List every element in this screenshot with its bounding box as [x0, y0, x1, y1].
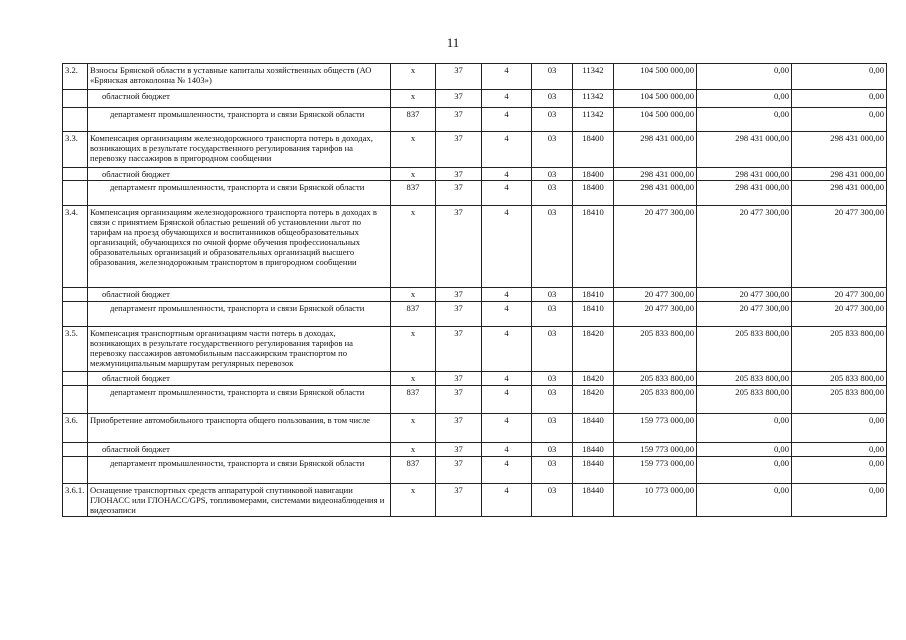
row-number-cell: [63, 168, 88, 181]
row-number-cell: [63, 302, 88, 327]
row-number-cell: 3.2.: [63, 64, 88, 90]
section-code-cell: 03: [532, 206, 573, 288]
amount-year2-cell: 0,00: [697, 90, 792, 108]
program-code-cell: 37: [436, 327, 482, 372]
amount-year2-cell: 298 431 000,00: [697, 181, 792, 206]
admin-code-cell: x: [391, 484, 436, 517]
amount-year3-cell: 298 431 000,00: [792, 181, 887, 206]
description-cell: областной бюджет: [88, 443, 391, 457]
admin-code-cell: x: [391, 327, 436, 372]
amount-year3-cell: 205 833 800,00: [792, 327, 887, 372]
table-row: [63, 132, 887, 168]
amount-year2-cell: 205 833 800,00: [697, 327, 792, 372]
admin-code-cell: x: [391, 90, 436, 108]
row-number-cell: 3.6.: [63, 414, 88, 443]
table-row: [63, 90, 887, 108]
amount-year3-cell: 20 477 300,00: [792, 302, 887, 327]
amount-year2-cell: 20 477 300,00: [697, 302, 792, 327]
description-cell: департамент промышленности, транспорта и связи Брянской области: [88, 108, 391, 132]
amount-year1-cell: 20 477 300,00: [614, 206, 697, 288]
direction-code-cell: 11342: [573, 64, 614, 90]
row-number-cell: [63, 108, 88, 132]
subprogram-code-cell: 4: [482, 181, 532, 206]
admin-code-cell: x: [391, 132, 436, 168]
row-number-cell: 3.4.: [63, 206, 88, 288]
program-code-cell: 37: [436, 302, 482, 327]
amount-year3-cell: 205 833 800,00: [792, 372, 887, 386]
amount-year2-cell: 0,00: [697, 457, 792, 484]
admin-code-cell: x: [391, 288, 436, 302]
admin-code-cell: x: [391, 168, 436, 181]
amount-year1-cell: 298 431 000,00: [614, 132, 697, 168]
section-code-cell: 03: [532, 484, 573, 517]
description-cell: департамент промышленности, транспорта и связи Брянской области: [88, 181, 391, 206]
direction-code-cell: 18440: [573, 457, 614, 484]
amount-year2-cell: 0,00: [697, 443, 792, 457]
subprogram-code-cell: 4: [482, 443, 532, 457]
row-number-cell: 3.5.: [63, 327, 88, 372]
program-code-cell: 37: [436, 443, 482, 457]
program-code-cell: 37: [436, 64, 482, 90]
section-code-cell: 03: [532, 288, 573, 302]
subprogram-code-cell: 4: [482, 386, 532, 414]
program-code-cell: 37: [436, 132, 482, 168]
direction-code-cell: 18410: [573, 206, 614, 288]
amount-year3-cell: 0,00: [792, 108, 887, 132]
row-number-cell: [63, 443, 88, 457]
amount-year1-cell: 298 431 000,00: [614, 168, 697, 181]
subprogram-code-cell: 4: [482, 372, 532, 386]
admin-code-cell: 837: [391, 108, 436, 132]
description-cell: областной бюджет: [88, 90, 391, 108]
description-cell: областной бюджет: [88, 288, 391, 302]
admin-code-cell: x: [391, 414, 436, 443]
subprogram-code-cell: 4: [482, 414, 532, 443]
table-row: [63, 414, 887, 443]
subprogram-code-cell: 4: [482, 327, 532, 372]
section-code-cell: 03: [532, 457, 573, 484]
table-row: [63, 206, 887, 288]
direction-code-cell: 18400: [573, 181, 614, 206]
admin-code-cell: x: [391, 443, 436, 457]
amount-year1-cell: 159 773 000,00: [614, 414, 697, 443]
section-code-cell: 03: [532, 372, 573, 386]
direction-code-cell: 18440: [573, 414, 614, 443]
amount-year2-cell: 20 477 300,00: [697, 206, 792, 288]
section-code-cell: 03: [532, 302, 573, 327]
row-number-cell: 3.3.: [63, 132, 88, 168]
section-code-cell: 03: [532, 168, 573, 181]
program-code-cell: 37: [436, 386, 482, 414]
subprogram-code-cell: 4: [482, 288, 532, 302]
subprogram-code-cell: 4: [482, 457, 532, 484]
section-code-cell: 03: [532, 90, 573, 108]
table-row: [63, 302, 887, 327]
direction-code-cell: 18410: [573, 288, 614, 302]
amount-year3-cell: 298 431 000,00: [792, 168, 887, 181]
row-number-cell: 3.6.1.: [63, 484, 88, 517]
subprogram-code-cell: 4: [482, 168, 532, 181]
amount-year1-cell: 10 773 000,00: [614, 484, 697, 517]
description-cell: департамент промышленности, транспорта и связи Брянской области: [88, 302, 391, 327]
program-code-cell: 37: [436, 90, 482, 108]
amount-year3-cell: 0,00: [792, 414, 887, 443]
subprogram-code-cell: 4: [482, 484, 532, 517]
admin-code-cell: 837: [391, 457, 436, 484]
subprogram-code-cell: 4: [482, 302, 532, 327]
amount-year1-cell: 20 477 300,00: [614, 302, 697, 327]
amount-year1-cell: 298 431 000,00: [614, 181, 697, 206]
section-code-cell: 03: [532, 181, 573, 206]
description-cell: областной бюджет: [88, 372, 391, 386]
table-row: [63, 327, 887, 372]
amount-year1-cell: 20 477 300,00: [614, 288, 697, 302]
program-code-cell: 37: [436, 181, 482, 206]
description-cell: департамент промышленности, транспорта и связи Брянской области: [88, 457, 391, 484]
admin-code-cell: 837: [391, 386, 436, 414]
amount-year3-cell: 205 833 800,00: [792, 386, 887, 414]
description-cell: Компенсация организациям железнодорожного транспорта потерь в доходах, возникающих в результате государственного регулирования тарифов на перевозку пассажиров в пригородном сообщении: [88, 132, 391, 168]
program-code-cell: 37: [436, 372, 482, 386]
table-row: [63, 457, 887, 484]
description-cell: Приобретение автомобильного транспорта общего пользования, в том числе: [88, 414, 391, 443]
description-cell: областной бюджет: [88, 168, 391, 181]
subprogram-code-cell: 4: [482, 206, 532, 288]
amount-year2-cell: 0,00: [697, 414, 792, 443]
amount-year3-cell: 0,00: [792, 484, 887, 517]
row-number-cell: [63, 372, 88, 386]
direction-code-cell: 18440: [573, 443, 614, 457]
amount-year2-cell: 0,00: [697, 484, 792, 517]
program-code-cell: 37: [436, 206, 482, 288]
table-row: [63, 484, 887, 517]
table-row: [63, 181, 887, 206]
amount-year1-cell: 104 500 000,00: [614, 90, 697, 108]
subprogram-code-cell: 4: [482, 90, 532, 108]
amount-year2-cell: 0,00: [697, 64, 792, 90]
section-code-cell: 03: [532, 443, 573, 457]
section-code-cell: 03: [532, 386, 573, 414]
admin-code-cell: 837: [391, 181, 436, 206]
budget-table: [62, 63, 887, 517]
program-code-cell: 37: [436, 288, 482, 302]
subprogram-code-cell: 4: [482, 64, 532, 90]
subprogram-code-cell: 4: [482, 132, 532, 168]
table-row: [63, 108, 887, 132]
program-code-cell: 37: [436, 108, 482, 132]
amount-year3-cell: 298 431 000,00: [792, 132, 887, 168]
table-row: [63, 443, 887, 457]
table-body: [63, 64, 887, 517]
amount-year1-cell: 104 500 000,00: [614, 108, 697, 132]
table-row: [63, 386, 887, 414]
table-row: [63, 64, 887, 90]
admin-code-cell: 837: [391, 302, 436, 327]
admin-code-cell: x: [391, 372, 436, 386]
admin-code-cell: x: [391, 64, 436, 90]
amount-year1-cell: 159 773 000,00: [614, 443, 697, 457]
direction-code-cell: 11342: [573, 108, 614, 132]
program-code-cell: 37: [436, 168, 482, 181]
direction-code-cell: 18410: [573, 302, 614, 327]
row-number-cell: [63, 386, 88, 414]
description-cell: Взносы Брянской области в уставные капиталы хозяйственных обществ (АО «Брянская автоколонна № 1403»): [88, 64, 391, 90]
direction-code-cell: 18420: [573, 327, 614, 372]
amount-year1-cell: 159 773 000,00: [614, 457, 697, 484]
subprogram-code-cell: 4: [482, 108, 532, 132]
amount-year2-cell: 298 431 000,00: [697, 132, 792, 168]
section-code-cell: 03: [532, 327, 573, 372]
amount-year3-cell: 0,00: [792, 457, 887, 484]
page-number: 11: [446, 35, 460, 50]
section-code-cell: 03: [532, 64, 573, 90]
description-cell: Компенсация транспортным организациям части потерь в доходах, возникающих в результате государственного регулирования тарифов на перевозку пассажиров автомобильным пассажирским транспортом по межмуниципальным маршрутам регулярных перевозок: [88, 327, 391, 372]
direction-code-cell: 18400: [573, 132, 614, 168]
amount-year3-cell: 0,00: [792, 64, 887, 90]
row-number-cell: [63, 181, 88, 206]
program-code-cell: 37: [436, 457, 482, 484]
amount-year1-cell: 104 500 000,00: [614, 64, 697, 90]
amount-year1-cell: 205 833 800,00: [614, 372, 697, 386]
amount-year2-cell: 205 833 800,00: [697, 386, 792, 414]
amount-year2-cell: 20 477 300,00: [697, 288, 792, 302]
amount-year3-cell: 0,00: [792, 443, 887, 457]
description-cell: Компенсация организациям железнодорожного транспорта потерь в доходах в связи с принятием Брянской областью решений об установлении льгот по тарифам на проезд обучающихся и воспитанников общеобразовательных организаций, обучающихся по очной форме обучения профессиональных образовательных организаций и образовательных организаций высшего образования, железнодорожным транспортом в пригородном сообщении: [88, 206, 391, 288]
direction-code-cell: 18400: [573, 168, 614, 181]
description-cell: департамент промышленности, транспорта и связи Брянской области: [88, 386, 391, 414]
program-code-cell: 37: [436, 414, 482, 443]
table-row: [63, 372, 887, 386]
section-code-cell: 03: [532, 108, 573, 132]
direction-code-cell: 11342: [573, 90, 614, 108]
amount-year3-cell: 20 477 300,00: [792, 206, 887, 288]
section-code-cell: 03: [532, 414, 573, 443]
row-number-cell: [63, 90, 88, 108]
direction-code-cell: 18420: [573, 372, 614, 386]
admin-code-cell: x: [391, 206, 436, 288]
direction-code-cell: 18420: [573, 386, 614, 414]
table-row: [63, 288, 887, 302]
amount-year3-cell: 0,00: [792, 90, 887, 108]
section-code-cell: 03: [532, 132, 573, 168]
amount-year2-cell: 298 431 000,00: [697, 168, 792, 181]
program-code-cell: 37: [436, 484, 482, 517]
row-number-cell: [63, 457, 88, 484]
amount-year1-cell: 205 833 800,00: [614, 327, 697, 372]
amount-year2-cell: 205 833 800,00: [697, 372, 792, 386]
amount-year2-cell: 0,00: [697, 108, 792, 132]
amount-year3-cell: 20 477 300,00: [792, 288, 887, 302]
table-row: [63, 168, 887, 181]
row-number-cell: [63, 288, 88, 302]
amount-year1-cell: 205 833 800,00: [614, 386, 697, 414]
description-cell: Оснащение транспортных средств аппаратурой спутниковой навигации ГЛОНАСС или ГЛОНАСС/GPS, топливомерами, системами видеонаблюдения и видеозаписи: [88, 484, 391, 517]
direction-code-cell: 18440: [573, 484, 614, 517]
